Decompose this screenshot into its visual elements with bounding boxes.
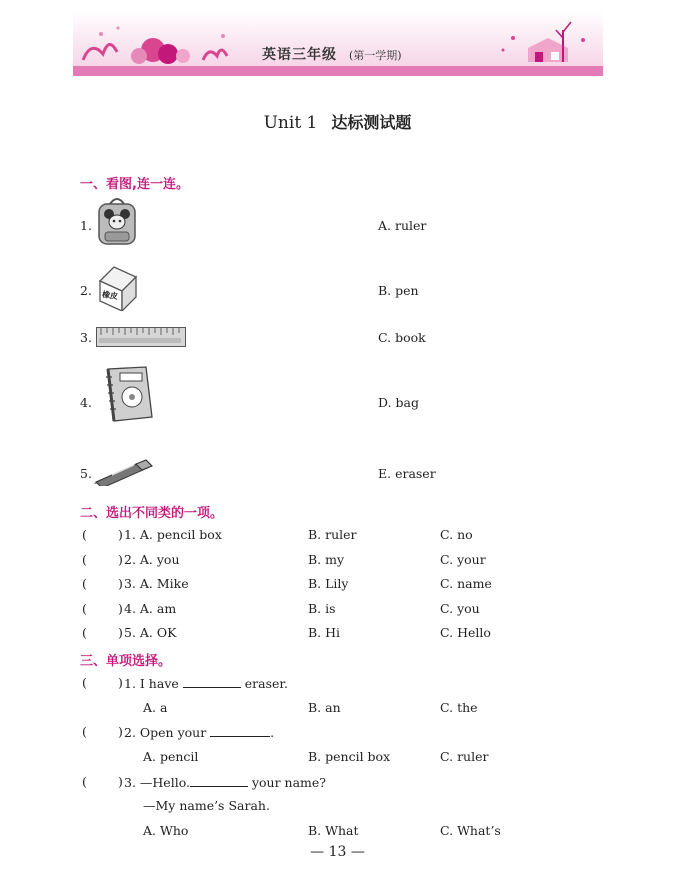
header-subtitle: (第一学期) — [349, 49, 402, 62]
option-c: C. book — [378, 330, 426, 345]
header-title: 英语三年级 — [262, 47, 337, 63]
answer-paren-close: ) — [118, 552, 123, 567]
answer-paren-close: ) — [118, 724, 123, 739]
dialogue-reply: —My name’s Sarah. — [143, 798, 270, 813]
option-c-text: C. you — [440, 601, 480, 616]
pen-icon — [92, 452, 158, 490]
fill-blank[interactable] — [190, 774, 248, 787]
item-3-number: 3. — [80, 330, 92, 345]
option-b-text: B. What — [308, 823, 359, 838]
section1-heading: 一、看图,连一连。 — [80, 177, 189, 192]
stem-before: 1. I have — [124, 676, 179, 691]
answer-paren-open: ( — [82, 552, 87, 567]
option-b-text: B. my — [308, 552, 345, 567]
banner-decoration — [73, 10, 603, 76]
page-title — [0, 110, 675, 133]
fill-blank[interactable] — [183, 675, 241, 688]
option-c-text: C. name — [440, 576, 492, 591]
question-stem — [124, 675, 288, 691]
question-text: 2. A. you — [124, 552, 180, 567]
answer-paren-open: ( — [82, 774, 87, 789]
option-b: B. pen — [378, 283, 419, 298]
item-4-number: 4. — [80, 395, 92, 410]
answer-paren-open: ( — [82, 527, 87, 542]
stem-before: 3. —Hello. — [124, 775, 190, 790]
answer-paren-open: ( — [82, 601, 87, 616]
question-stem — [124, 724, 274, 740]
option-a-text: A. pencil — [143, 749, 199, 764]
option-b-text: B. ruler — [308, 527, 357, 542]
question-text: 1. A. pencil box — [124, 527, 222, 542]
question-text: 3. A. Mike — [124, 576, 189, 591]
backpack-icon — [96, 196, 138, 250]
question-stem — [124, 774, 326, 790]
item-5-number: 5. — [80, 466, 92, 481]
unit-label: Unit 1 — [263, 113, 318, 133]
option-c-text: C. the — [440, 700, 478, 715]
answer-paren-open: ( — [82, 724, 87, 739]
answer-paren-open: ( — [82, 576, 87, 591]
page-number: — 13 — — [310, 844, 365, 860]
stem-after: . — [270, 725, 275, 740]
eraser-label: 橡皮 — [101, 289, 119, 302]
answer-paren-close: ) — [118, 625, 123, 640]
item-2-number: 2. — [80, 283, 92, 298]
answer-paren-close: ) — [118, 527, 123, 542]
option-b-text: B. an — [308, 700, 341, 715]
answer-paren-close: ) — [118, 774, 123, 789]
option-b-text: B. Lily — [308, 576, 349, 591]
stem-after: your name? — [251, 775, 327, 790]
unit-title: 达标测试题 — [331, 113, 412, 132]
option-c-text: C. Hello — [440, 625, 491, 640]
option-d: D. bag — [378, 395, 419, 410]
book-icon — [102, 363, 154, 429]
fill-blank[interactable] — [210, 724, 270, 737]
section2-heading: 二、选出不同类的一项。 — [80, 506, 224, 521]
question-text: 5. A. OK — [124, 625, 177, 640]
stem-before: 2. Open your — [124, 725, 207, 740]
ruler-icon — [96, 327, 186, 351]
answer-paren-close: ) — [118, 601, 123, 616]
answer-paren-close: ) — [118, 576, 123, 591]
option-a-text: A. Who — [143, 823, 189, 838]
answer-paren-open: ( — [82, 625, 87, 640]
stem-after: eraser. — [244, 676, 288, 691]
answer-paren-close: ) — [118, 675, 123, 690]
item-1-number: 1. — [80, 218, 92, 233]
option-c-text: C. What’s — [440, 823, 501, 838]
option-e: E. eraser — [378, 466, 436, 481]
option-a: A. ruler — [378, 218, 427, 233]
option-a-text: A. a — [143, 700, 168, 715]
answer-paren-open: ( — [82, 675, 87, 690]
option-c-text: C. your — [440, 552, 486, 567]
option-b-text: B. pencil box — [308, 749, 391, 764]
section3-heading: 三、单项选择。 — [80, 654, 172, 669]
option-c-text: C. no — [440, 527, 473, 542]
option-b-text: B. is — [308, 601, 336, 616]
header-banner — [73, 10, 603, 76]
question-text: 4. A. am — [124, 601, 177, 616]
option-c-text: C. ruler — [440, 749, 489, 764]
option-b-text: B. Hi — [308, 625, 341, 640]
